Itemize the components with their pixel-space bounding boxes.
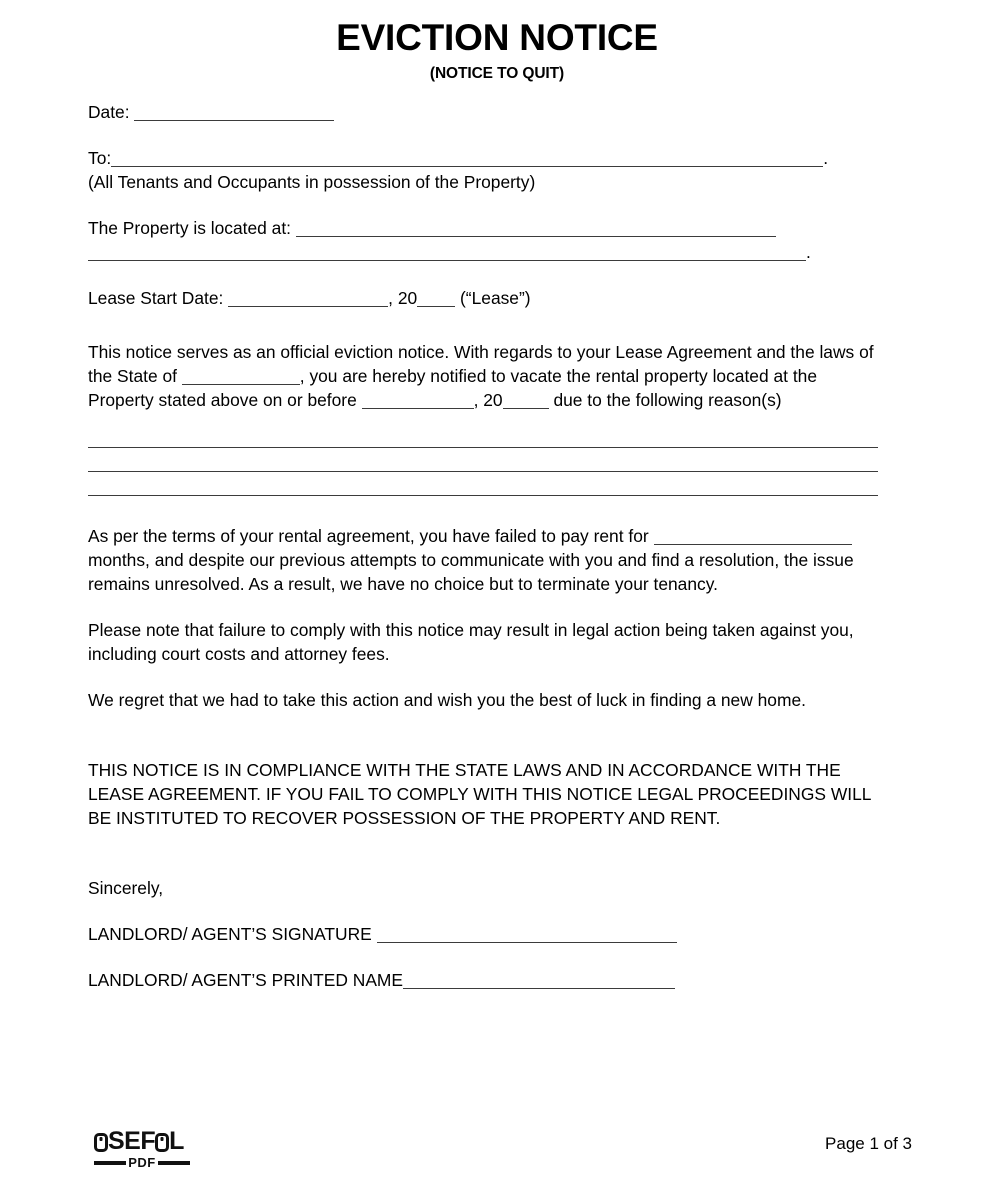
sincerely-line: Sincerely, — [88, 878, 164, 898]
printed-name-row — [88, 968, 900, 992]
signature-label: LANDLORD/ AGENT’S SIGNATURE — [88, 924, 377, 944]
reason-blank-row-3 — [88, 470, 900, 494]
lease-start-label: Lease Start Date: — [88, 288, 229, 308]
date-blank[interactable] — [134, 108, 334, 121]
vacate-year-blank[interactable] — [503, 396, 549, 409]
property-trailing-period: . — [806, 242, 811, 262]
spacer — [88, 310, 900, 340]
regret-line: We regret that we had to take this action and wish you the best of luck in finding a new home. — [88, 690, 806, 710]
logo-bar-left — [94, 1161, 126, 1165]
spacer — [88, 666, 900, 688]
logo-wordmark — [94, 1128, 190, 1154]
logo-u-icon — [94, 1133, 108, 1152]
notice-line-1: This notice serves as an official eviction notice. With regards to your Lease Agreement and the laws of — [88, 342, 874, 362]
property-row — [88, 216, 900, 240]
signature-row — [88, 922, 900, 946]
logo-subtitle — [94, 1156, 190, 1169]
to-trailing-period: . — [823, 148, 829, 168]
reason-blank-3[interactable] — [88, 483, 878, 496]
spacer — [88, 124, 900, 146]
notice-line-3-mid: , 20 — [473, 390, 503, 410]
rent-line-1 — [88, 524, 900, 548]
reason-blank-row-2 — [88, 446, 900, 470]
spacer — [88, 596, 900, 618]
notice-line-2 — [88, 364, 900, 388]
compliance-block — [88, 758, 900, 830]
notice-line-3 — [88, 388, 900, 412]
months-blank[interactable] — [654, 532, 852, 545]
page-footer — [0, 1126, 994, 1188]
legal-line-1: Please note that failure to comply with this notice may result in legal action being taken against you, — [88, 620, 854, 640]
usefulpdf-logo — [94, 1128, 190, 1169]
state-blank[interactable] — [182, 372, 300, 385]
reason-blank-row-1 — [88, 422, 900, 446]
compliance-line-1: THIS NOTICE IS IN COMPLIANCE WITH THE STATE LAWS AND IN ACCORDANCE WITH THE — [88, 760, 841, 780]
spacer — [88, 946, 900, 968]
rent-line-1-pre: As per the terms of your rental agreement, you have failed to pay rent for — [88, 526, 654, 546]
property-label: The Property is located at: — [88, 218, 296, 238]
notice-line-3-post: due to the following reason(s) — [548, 390, 782, 410]
spacer — [88, 830, 900, 876]
lease-year-prefix: , 20 — [388, 288, 418, 308]
spacer — [88, 412, 900, 422]
legal-line-2: including court costs and attorney fees. — [88, 644, 390, 664]
date-row — [88, 100, 900, 124]
property-blank-line-1[interactable] — [296, 224, 776, 237]
printed-name-blank[interactable] — [403, 976, 675, 989]
title-block — [0, 0, 994, 83]
notice-line-2-pre: the State of — [88, 366, 182, 386]
page-subtitle: (NOTICE TO QUIT) — [429, 64, 565, 82]
compliance-line-3: BE INSTITUTED TO RECOVER POSSESSION OF THE PROPERTY AND RENT. — [88, 808, 721, 828]
property-row-2 — [88, 240, 900, 264]
lease-suffix: (“Lease”) — [455, 288, 531, 308]
to-label: To: — [88, 148, 112, 168]
compliance-line-2: LEASE AGREEMENT. IF YOU FAIL TO COMPLY WITH THIS NOTICE LEGAL PROCEEDINGS WILL — [88, 784, 872, 804]
spacer — [88, 264, 900, 286]
spacer — [88, 494, 900, 524]
logo-u-icon-2 — [155, 1133, 169, 1152]
rent-line-3: remains unresolved. As a result, we have no choice but to terminate your tenancy. — [88, 574, 718, 594]
signature-blank[interactable] — [377, 930, 677, 943]
spacer — [88, 900, 900, 922]
notice-line-2-post: , you are hereby notified to vacate the rental property located at the — [299, 366, 817, 386]
lease-start-row — [88, 286, 900, 310]
page-title: EVICTION NOTICE — [336, 17, 658, 58]
vacate-date-blank[interactable] — [362, 396, 474, 409]
document-body — [88, 100, 900, 992]
printed-name-label: LANDLORD/ AGENT’S PRINTED NAME — [88, 970, 404, 990]
to-row — [88, 146, 900, 170]
rent-line-2: months, and despite our previous attempts to communicate with you and find a resolution, the issue — [88, 550, 854, 570]
to-blank[interactable] — [111, 154, 823, 167]
spacer — [88, 194, 900, 216]
lease-year-blank[interactable] — [417, 294, 455, 307]
date-label: Date: — [88, 102, 135, 122]
logo-text-2: L — [169, 1127, 184, 1155]
page-number: Page 1 of 3 — [825, 1134, 912, 1153]
property-blank-line-2[interactable] — [88, 248, 806, 261]
notice-line-3-pre: Property stated above on or before — [88, 390, 362, 410]
logo-bar-right — [158, 1161, 190, 1165]
spacer — [88, 712, 900, 758]
logo-pdf-text: PDF — [128, 1155, 156, 1170]
lease-date-blank[interactable] — [228, 294, 388, 307]
logo-text-1: SEF — [108, 1127, 156, 1155]
tenants-note: (All Tenants and Occupants in possession of the Property) — [88, 172, 536, 192]
